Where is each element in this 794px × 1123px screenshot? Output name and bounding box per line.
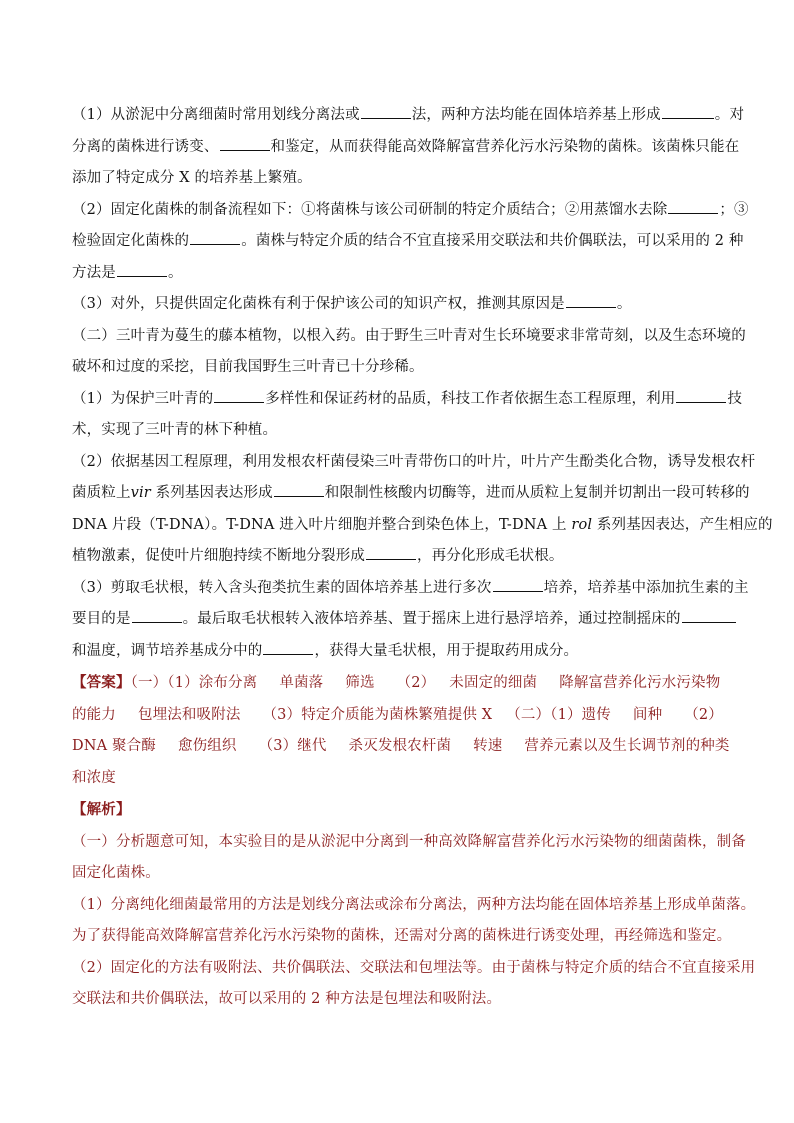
text: （1）为保护三叶青的 — [72, 390, 214, 407]
question-1-line-3 — [72, 163, 724, 195]
text: 添加了特定成分 X 的培养基上繁殖。 — [72, 170, 312, 186]
answer-item: 杀灭发根农杆菌 — [348, 738, 452, 754]
text: 分离的菌株进行诱变、 — [72, 138, 219, 155]
answer-item: 愈伤组织 — [177, 738, 237, 754]
part-2-intro-line-2 — [72, 352, 724, 384]
answer-blank — [361, 104, 411, 119]
text: 菌质粒上 — [72, 485, 131, 501]
analysis-line-3 — [72, 890, 756, 922]
text: 。对 — [714, 107, 745, 123]
analysis-heading — [72, 794, 724, 827]
text: DNA 片段（T-DNA）。T-DNA 进入叶片细胞并整合到染色体上，T-DNA 上 — [72, 516, 572, 533]
part-2-intro-line-1 — [72, 321, 746, 353]
text: 系列基因表达，产生相应的 — [592, 516, 773, 533]
text: 系列基因表达形成 — [150, 485, 273, 501]
answer-tag: 【答案】 — [72, 674, 131, 691]
text: ，再分化形成毛状根。 — [417, 548, 564, 564]
document-page — [72, 100, 773, 1016]
text: 和限制性核酸内切酶等，进而从质粒上复制并切割出一段可转移的 — [324, 485, 750, 501]
text: 。 — [167, 264, 183, 281]
analysis-line-4 — [72, 921, 732, 953]
text: 法，两种方法均能在固体培养基上形成 — [411, 107, 661, 123]
answer-line-2 — [72, 700, 724, 732]
text: （2）固定化的方法有吸附法、共价偶联法、交联法和包埋法等。由于菌株与特定介质的结合不宜直接采用 — [72, 959, 756, 976]
text: （3）对外，只提供固定化菌株有利于保护该公司的知识产权，推测其原因是 — [72, 296, 565, 312]
answer-item: （3）继代 — [258, 738, 327, 754]
part-2-question-2-line-2 — [72, 478, 750, 510]
text: （2）依据基因工程原理，利用发根农杆菌侵染三叶青带伤口的叶片，叶片产生酚类化合物，诱导发根农杆 — [72, 453, 756, 470]
question-2-line-3 — [72, 258, 724, 290]
analysis-tag: 【解析】 — [72, 801, 131, 818]
answer-blank — [668, 199, 718, 214]
part-2-question-3-line-2 — [72, 604, 724, 636]
text: 检验固定化菌株的 — [72, 233, 190, 249]
text: （1）分离纯化细菌最常用的方法是划线分离法或涂布分离法，两种方法均能在固体培养基上形成单菌落。 — [72, 896, 756, 913]
text: 技 — [727, 390, 743, 407]
text: 破坏和过度的采挖，目前我国野生三叶青已十分珍稀。 — [72, 359, 424, 375]
part-2-question-3-line-3 — [72, 636, 724, 668]
text: 。 — [616, 296, 632, 312]
answer-blank — [274, 482, 324, 497]
text: 培养，培养基中添加抗生素的主 — [543, 579, 749, 596]
text: （一）分析题意可知，本实验目的是从淤泥中分离到一种高效降解富营养化污水污染物的细菌菌株，制备 — [72, 833, 746, 850]
text: 固定化菌株。 — [72, 865, 160, 881]
answer-item: 营养元素以及生长调节剂的种类 — [524, 738, 730, 754]
text: （3）剪取毛状根，转入含头孢类抗生素的固体培养基上进行多次 — [72, 579, 492, 596]
answer-item: DNA 聚合酶 — [72, 738, 156, 754]
gene-name-vir: vir — [130, 485, 151, 501]
part-2-question-2-line-3 — [72, 510, 773, 542]
answer-line-4 — [72, 763, 724, 795]
question-1-line-1 — [72, 100, 745, 132]
question-2-line-2 — [72, 226, 744, 258]
text: 和鉴定，从而获得能高效降解富营养化污水污染物的菌株。该菌株只能在 — [270, 138, 740, 155]
gene-name-rol: rol — [571, 516, 593, 533]
part-2-question-2-line-4 — [72, 541, 724, 573]
answer-blank — [263, 640, 313, 655]
analysis-line-6 — [72, 984, 724, 1016]
answer-line-1 — [72, 667, 724, 700]
text: ；③ — [719, 201, 749, 218]
answer-blank — [132, 608, 182, 623]
text: （2）固定化菌株的制备流程如下：①将菌株与该公司研制的特定介质结合；②用蒸馏水去除 — [72, 201, 668, 218]
text: 要目的是 — [72, 611, 131, 627]
text: 。菌株与特定介质的结合不宜直接采用交联法和共价偶联法，可以采用的 2 种 — [241, 233, 744, 249]
answer-item: 降解富营养化污水污染物 — [559, 675, 721, 691]
text: 交联法和共价偶联法，故可以采用的 2 种方法是包埋法和吸附法。 — [72, 991, 502, 1007]
answer-blank — [190, 230, 240, 245]
answer-item: （二）（1）遗传 — [506, 706, 611, 723]
answer-item: （一）（1）涂布分离 — [130, 675, 258, 691]
text: ，获得大量毛状根，用于提取药用成分。 — [314, 642, 579, 659]
text: 术，实现了三叶青的林下种植。 — [72, 422, 278, 438]
answer-blank — [566, 293, 616, 308]
question-3-line-1 — [72, 289, 724, 321]
text: 多样性和保证药材的品质，科技工作者依据生态工程原理，利用 — [265, 390, 676, 407]
answer-item: 间种 — [632, 706, 663, 723]
answer-blank — [214, 388, 264, 403]
answer-blank — [117, 262, 167, 277]
answer-blank — [662, 104, 714, 119]
part-2-question-1-line-2 — [72, 415, 724, 447]
answer-line-3 — [72, 731, 730, 763]
answer-item: 的能力 — [72, 706, 116, 723]
analysis-line-5 — [72, 953, 756, 985]
text: 为了获得能高效降解富营养化污水污染物的菌株，还需对分离的菌株进行诱变处理，再经筛选和鉴定。 — [72, 928, 732, 944]
answer-item: （2） — [396, 675, 436, 691]
answer-item: （3）特定介质能为菌株繁殖提供 X — [262, 706, 493, 723]
answer-blank — [493, 577, 543, 592]
answer-item: 筛选 — [345, 675, 375, 691]
answer-blank — [220, 136, 270, 151]
part-2-question-1-line-1 — [72, 384, 743, 416]
answer-blank — [682, 608, 736, 623]
text: 和温度，调节培养基成分中的 — [72, 642, 263, 659]
part-2-question-3-line-1 — [72, 573, 749, 605]
answer-item: 和浓度 — [72, 769, 116, 786]
text: （二）三叶青为蔓生的藤本植物，以根入药。由于野生三叶青对生长环境要求非常苛刻，以及生态环境的 — [72, 327, 746, 344]
answer-blank — [676, 388, 726, 403]
answer-item: 包埋法和吸附法 — [137, 706, 241, 723]
answer-item: 转速 — [473, 738, 503, 754]
answer-item: 单菌落 — [279, 675, 324, 691]
answer-item: （2） — [684, 706, 723, 723]
part-2-question-2-line-1 — [72, 447, 756, 479]
answer-item: 未固定的细菌 — [449, 675, 538, 691]
question-1-line-2 — [72, 132, 740, 164]
question-2-line-1 — [72, 195, 749, 227]
analysis-line-2 — [72, 858, 724, 890]
answer-blank — [366, 545, 416, 560]
analysis-line-1 — [72, 827, 746, 859]
text: （1）从淤泥中分离细菌时常用划线分离法或 — [72, 107, 360, 123]
text: 。最后取毛状根转入液体培养基、置于摇床上进行悬浮培养，通过控制摇床的 — [182, 611, 681, 627]
text: 植物激素，促使叶片细胞持续不断地分裂形成 — [72, 548, 365, 564]
text: 方法是 — [72, 264, 116, 281]
